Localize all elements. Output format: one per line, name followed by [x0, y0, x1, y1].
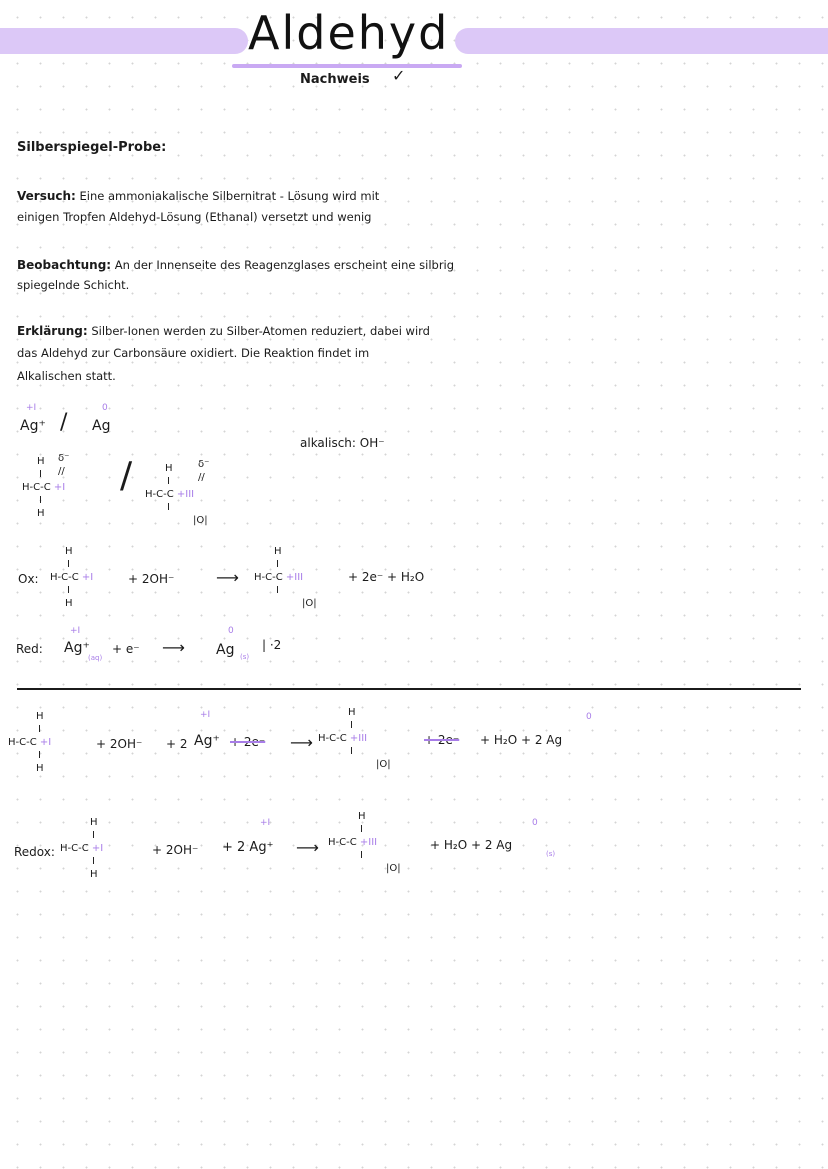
ox-acid-bond-top: I [276, 559, 279, 570]
acid-bond-bottom: I [167, 502, 170, 513]
sum-ald-ox: +I [39, 737, 52, 748]
ag-plus-symbol: Ag⁺ [20, 418, 46, 434]
acid-oh: |O| [193, 515, 208, 526]
bond-top: I [39, 469, 42, 480]
ox-acid-ox: +III [285, 572, 304, 583]
redox-ag-ox-right: 0 [532, 818, 538, 828]
red-label: Red: [16, 642, 43, 656]
sum-acid-oh: |O| [376, 759, 391, 770]
structure-slash: / [120, 455, 133, 496]
sum-ag-ox: +I [200, 710, 211, 720]
versuch-text-1: Eine ammoniakalische Silbernitrat - Lösung wird mit [79, 189, 380, 203]
ox-label: Ox: [18, 572, 39, 586]
chain-text: H-C-C [22, 482, 51, 493]
beobachtung-text-1: An der Innenseite des Reagenzglases erscheint eine silbrig [114, 258, 455, 272]
redox-plus-ag: + 2 Ag⁺ [222, 840, 274, 855]
ox-acid-oh: |O| [302, 598, 317, 609]
sum-arrow: ⟶ [290, 733, 313, 752]
ox-ald-chain [50, 571, 93, 584]
erklaerung-label: Erklärung: [17, 324, 88, 338]
sum-aldehyde [8, 710, 51, 775]
acid-o-double-bond [198, 458, 209, 484]
double-bond: // [58, 466, 65, 477]
ox-acid-chain [254, 571, 317, 584]
redox-acid-chain [328, 836, 401, 849]
ox-ald-bond-bottom: I [67, 585, 70, 596]
red-reactant: Ag⁺ [64, 640, 90, 656]
sum-plus-two: + 2 [166, 737, 188, 751]
acid-chain [145, 488, 208, 501]
sum-acid-bond-top: I [350, 720, 353, 731]
sum-electrons-right: + 2e⁻ [424, 733, 460, 747]
o-double-bond [58, 452, 69, 478]
sum-ald-h-bottom: H [36, 763, 44, 774]
sum-ag: Ag⁺ [194, 733, 220, 749]
ox-arrow: ⟶ [216, 568, 239, 587]
acid-h-top: H [165, 463, 173, 474]
redox-ald-h-top: H [90, 817, 98, 828]
redox-ag-ox: +I [260, 818, 271, 828]
sum-acid-chain [318, 732, 391, 745]
bond-bottom: I [39, 495, 42, 506]
ox-acid-chain-text: H-C-C [254, 572, 283, 583]
sum-ald-chain [8, 736, 51, 749]
sum-ald-chain-text: H-C-C [8, 737, 37, 748]
ox-ald-h-bottom: H [65, 598, 73, 609]
redox-ald-h-bottom: H [90, 869, 98, 880]
red-aq: (aq) [88, 654, 103, 662]
redox-ald-chain-text: H-C-C [60, 843, 89, 854]
title-underline [232, 64, 462, 68]
acid-double-bond: // [198, 472, 205, 483]
header-banner-right [455, 28, 828, 54]
redox-ald-ox: +I [91, 843, 104, 854]
sum-acid-chain-text: H-C-C [318, 733, 347, 744]
red-ox-number: +I [70, 626, 81, 636]
redox-products: + H₂O + 2 Ag [430, 838, 513, 852]
beobachtung-line-2: spiegelnde Schicht. [17, 278, 130, 292]
ox-ald-bond-top: I [67, 559, 70, 570]
red-s: (s) [240, 653, 250, 661]
redox-ald-bond-bottom: I [92, 856, 95, 867]
ox-ald-h-top: H [65, 546, 73, 557]
erklaerung-line-3: Alkalischen statt. [17, 369, 116, 383]
red-product-ox: 0 [228, 626, 234, 636]
sum-ag-ox-right: 0 [586, 712, 592, 722]
ox-acid-bond-bottom: I [276, 585, 279, 596]
ag-symbol: Ag [92, 418, 111, 434]
acid-chain-text: H-C-C [145, 489, 174, 500]
red-product: Ag [216, 642, 235, 658]
redox-acid-h-top: H [358, 811, 366, 822]
header-banner-left [0, 28, 248, 54]
redox-plus-oh: + 2OH⁻ [152, 843, 199, 857]
h-bottom: H [37, 508, 45, 519]
ag-ox-number: 0 [102, 403, 108, 413]
erklaerung-line-1 [17, 320, 430, 342]
redox-acid-chain-text: H-C-C [328, 837, 357, 848]
acid-bond-top: I [167, 476, 170, 487]
ox-aldehyde [50, 545, 93, 610]
red-factor: | ·2 [262, 638, 282, 652]
redox-ald-bond-top: I [92, 830, 95, 841]
redox-s: (s) [546, 850, 556, 858]
beobachtung-label: Beobachtung: [17, 258, 112, 272]
section-heading: Silberspiegel-Probe: [17, 140, 167, 155]
ag-plus-ox-number: +I [26, 403, 37, 413]
ox-plus-one: +I [53, 482, 66, 493]
divider-line [17, 688, 801, 690]
acid-delta-minus: δ⁻ [198, 459, 210, 470]
ox-acid-h-top: H [274, 546, 282, 557]
page-subtitle: Nachweis [300, 72, 370, 87]
sum-electrons: + 2e⁻ [230, 735, 266, 749]
ox-ald-ox: +I [81, 572, 94, 583]
redox-acid-oh: |O| [386, 863, 401, 874]
sum-ald-bond-top: I [38, 724, 41, 735]
sum-acid-bond-bottom: I [350, 746, 353, 757]
redox-arrow: ⟶ [296, 838, 319, 857]
alkaline-note: alkalisch: OH⁻ [300, 436, 385, 450]
redox-aldehyde [60, 816, 103, 881]
redox-ald-chain [60, 842, 103, 855]
sum-ald-h-top: H [36, 711, 44, 722]
erklaerung-line-2: das Aldehyd zur Carbonsäure oxidiert. Die Reaktion findet im [17, 346, 370, 360]
pair-slash: / [60, 410, 68, 435]
ox-plus-three: +III [176, 489, 195, 500]
check-icon: ✓ [392, 66, 406, 85]
redox-label: Redox: [14, 845, 55, 859]
redox-acid-bond-bottom: I [360, 850, 363, 861]
versuch-line-1 [17, 185, 379, 207]
sum-ald-bond-bottom: I [38, 750, 41, 761]
sum-plus-oh: + 2OH⁻ [96, 737, 143, 751]
aldehyde-chain [22, 481, 65, 494]
erklaerung-text-1: Silber-Ionen werden zu Silber-Atomen reduziert, dabei wird [91, 324, 430, 338]
ox-ald-chain-text: H-C-C [50, 572, 79, 583]
versuch-line-2: einigen Tropfen Aldehyd-Lösung (Ethanal) versetzt und wenig [17, 210, 372, 224]
redox-acid-ox: +III [359, 837, 378, 848]
beobachtung-line-1 [17, 254, 454, 276]
redox-acid [328, 810, 401, 875]
sum-products: + H₂O + 2 Ag [480, 733, 563, 747]
ox-products: + 2e⁻ + H₂O [348, 570, 425, 584]
delta-minus: δ⁻ [58, 453, 70, 464]
ox-acid [254, 545, 317, 610]
ox-plus-oh: + 2OH⁻ [128, 572, 175, 586]
red-arrow: ⟶ [162, 638, 185, 657]
red-plus-e: + e⁻ [112, 642, 140, 656]
redox-acid-bond-top: I [360, 824, 363, 835]
page-title: Aldehyd [248, 6, 450, 60]
sum-acid-h-top: H [348, 707, 356, 718]
h-top: H [37, 456, 45, 467]
versuch-label: Versuch: [17, 189, 76, 203]
sum-acid-ox: +III [349, 733, 368, 744]
sum-acid [318, 706, 391, 771]
